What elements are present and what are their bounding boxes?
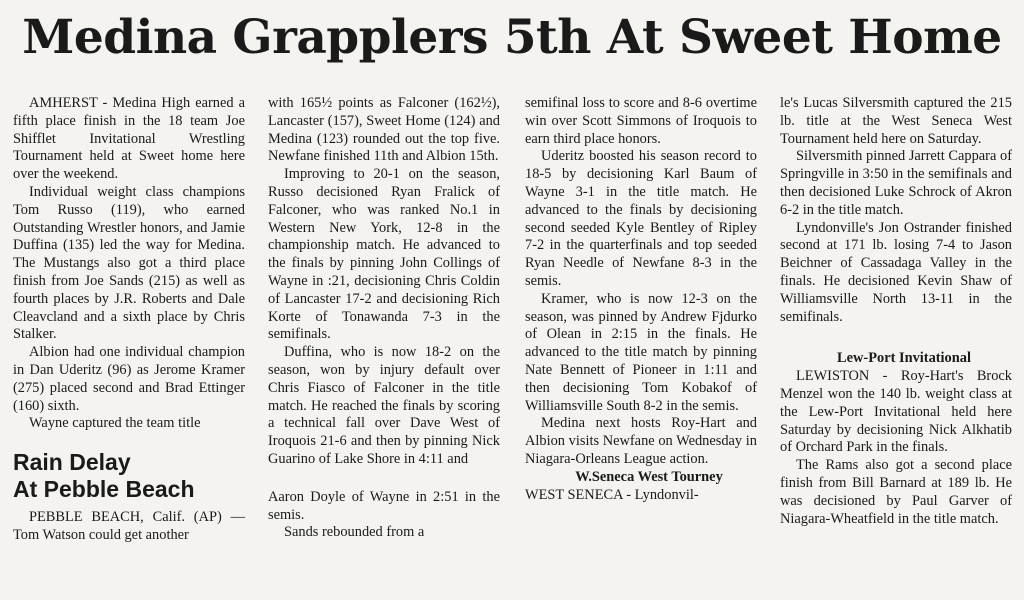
paragraph: Albion had one individual champion in Dan Uderitz (96) as Jerome Kramer (275) placed second and Brad Ettinger (160) sixth. — [13, 344, 245, 414]
paragraph: Improving to 20-1 on the season, Russo decisioned Ryan Fralick of Falconer, who was ranked No.1 in Western New York, 12-8 in the championship match. He advanced to the finals by pinning John Collings of Wayne in :21, decisioning Chris Coldin of Lancaster 17-2 and decisioning Rich Korte of Tonawanda 7-3 in the semifinals. — [268, 166, 500, 343]
subhead-west-seneca: W.Seneca West Tourney — [575, 468, 723, 485]
paragraph: Uderitz boosted his season record to 18-5 by decisioning Karl Baum of Wayne 3-1 in the title match. He advanced to the finals by decisioning second seeded Kyle Bentley of Ripley 7-2 in the quarterfinals and top seeded Ryan Needle of Newfane 8-3 in the semis. — [525, 148, 757, 289]
paragraph: Medina next hosts Roy-Hart and Albion visits Newfane on Wednesday in Niagara-Orleans League action. — [525, 415, 757, 467]
sidebar-dateline: PEBBLE BEACH, Calif. (AP) — Tom Watson could get another — [13, 509, 245, 543]
paragraph: Aaron Doyle of Wayne in 2:51 in the semis. — [268, 488, 500, 523]
paragraph: Silversmith pinned Jarrett Cappara of Springville in 3:50 in the semifinals and then decisioned Luke Schrock of Akron 6-2 in the title match. — [780, 148, 1012, 218]
paragraph: Sands rebounded from a — [284, 524, 425, 541]
column-gap — [268, 469, 500, 489]
paragraph: with 165½ points as Falconer (162½), Lancaster (157), Sweet Home (124) and Medina (123) rounded out the top five. Newfane finished 11th and Albion 15th. — [268, 95, 500, 165]
sidebar-headline — [13, 449, 245, 503]
paragraph: AMHERST - Medina High earned a fifth place finish in the 18 team Joe Shifflet Invitational Wrestling Tournament held at Sweet home here over the weekend. — [13, 95, 245, 183]
sidebar-headline-line-1: Rain Delay — [13, 449, 131, 476]
paragraph: Duffina, who is now 18-2 on the season, won by injury default over Chris Fiasco of Falconer in the title match. He reached the finals by scoring a technical fall over Dave West of Iroquois 21-6 and then by pinning Nick Guarino of Lake Shore in 4:11 and — [268, 344, 500, 467]
paragraph: The Rams also got a second place finish from Bill Barnard at 189 lb. He was decisioned by Paul Garver of Niagara-Wheatfield in the title match. — [780, 457, 1012, 527]
column-4 — [780, 95, 1012, 528]
paragraph: Individual weight class champions Tom Russo (119), who earned Outstanding Wrestler honors, and Jamie Duffina (135) led the way for Medina. The Mustangs also got a third place finish from Joe Sands (215) as well as fourth places by J.R. Roberts and Dale Cleavcland and a sixth place by Chris Stalker. — [13, 183, 245, 343]
headline: Medina Grapplers 5th At Sweet Home — [22, 10, 1002, 65]
sidebar-headline-line-2: At Pebble Beach — [13, 476, 195, 503]
paragraph: WEST SENECA - Lyndonvil- — [525, 486, 699, 503]
column-3 — [525, 95, 757, 504]
paragraph: LEWISTON - Roy-Hart's Brock Menzel won the 140 lb. weight class at the Lew-Port Invitational held here Saturday by decisioning Nick Alkhatib of Orchard Park in the finals. — [780, 368, 1012, 456]
paragraph: Lyndonville's Jon Ostrander finished second at 171 lb. losing 7-4 to Jason Beichner of Cassadaga Valley in the finals. He decisioned Kevin Shaw of Williamsville North 13-11 in the semifinals. — [780, 219, 1012, 325]
paragraph: le's Lucas Silversmith captured the 215 lb. title at the West Seneca West Tournament held here on Saturday. — [780, 95, 1012, 147]
column-2 — [268, 95, 500, 542]
column-1 — [13, 95, 245, 545]
paragraph: Kramer, who is now 12-3 on the season, was pinned by Andrew Fjdurko of Olean in 2:15 in the finals. He advanced to the title match by pinning Nate Bennett of Pioneer in 1:11 and then decisioning Tom Kobakof of Williamsville South 8-2 in the semis. — [525, 290, 757, 414]
paragraph: semifinal loss to score and 8-6 overtime win over Scott Simmons of Iroquois to earn third place honors. — [525, 95, 757, 147]
subhead-lew-port: Lew-Port Invitational — [837, 350, 971, 367]
paragraph: Wayne captured the team title — [29, 415, 201, 432]
